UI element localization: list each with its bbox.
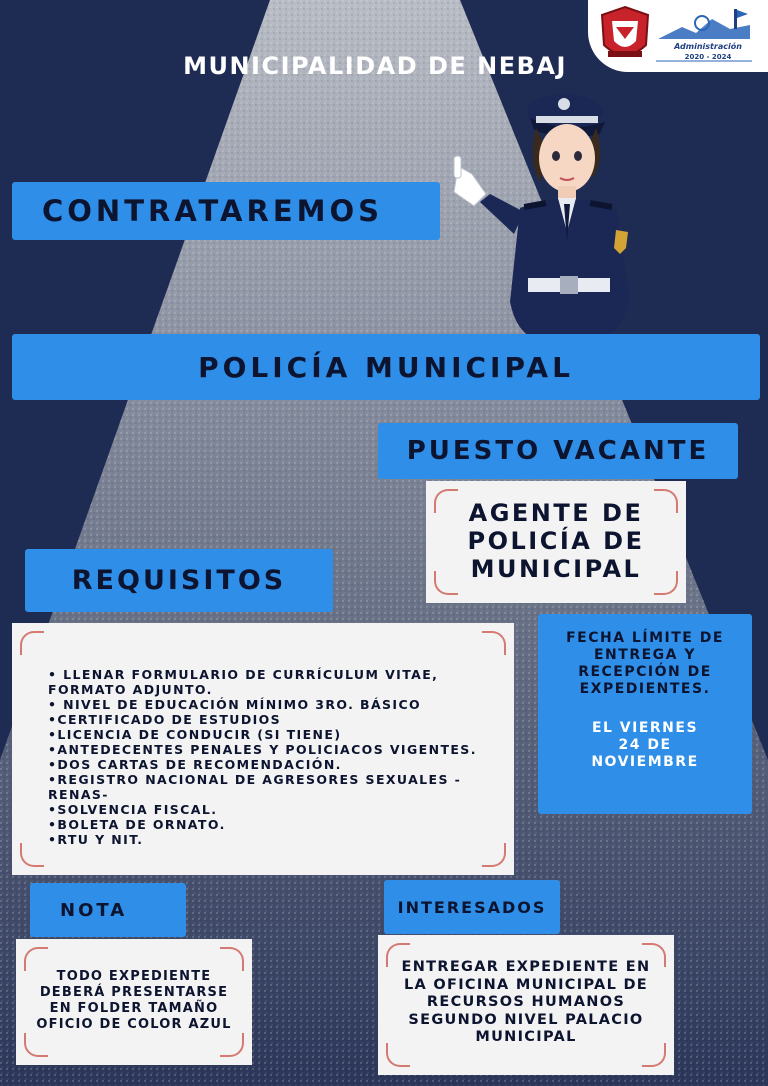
requirement-item: • LLENAR FORMULARIO DE CURRÍCULUM VITAE, FORMATO ADJUNTO. — [48, 667, 439, 697]
requirements-list — [48, 667, 500, 847]
deadline-date: EL VIERNES — [591, 720, 699, 736]
note-line: EN FOLDER TAMAÑO — [49, 1001, 219, 1016]
hire-banner — [12, 182, 440, 240]
vacancy-line: POLICÍA DE — [467, 527, 645, 555]
corner-ornament — [20, 843, 44, 867]
requirement-item: •RTU Y NIT. — [48, 832, 144, 847]
corner-ornament — [24, 1033, 48, 1057]
vacancy-line: MUNICIPAL — [470, 555, 642, 583]
deadline-line: ENTREGA Y — [593, 647, 696, 663]
corner-ornament — [20, 631, 44, 655]
corner-ornament — [386, 943, 410, 967]
note-line: OFICIO DE COLOR AZUL — [36, 1017, 232, 1032]
deadline-line: FECHA LÍMITE DE — [566, 630, 724, 646]
deadline-date: NOVIEMBRE — [591, 754, 699, 770]
requirement-item: •ANTEDECENTES PENALES Y POLICIACOS VIGENTES. — [48, 742, 477, 757]
position-banner-text: POLICÍA MUNICIPAL — [198, 350, 574, 384]
requirement-item: •LICENCIA DE CONDUCIR (SI TIENE) — [48, 727, 342, 742]
corner-ornament — [654, 489, 678, 513]
hire-banner-text: CONTRATAREMOS — [42, 194, 384, 228]
requirement-item: •SOLVENCIA FISCAL. — [48, 802, 218, 817]
corner-ornament — [386, 1043, 410, 1067]
requirements-header — [25, 549, 333, 612]
logo-panel — [588, 0, 768, 72]
corner-ornament — [24, 947, 48, 971]
note-box — [16, 939, 252, 1065]
vacancy-box — [426, 481, 686, 603]
deadline-line: EXPEDIENTES. — [579, 681, 711, 697]
corner-ornament — [220, 1033, 244, 1057]
deadline-date: 24 DE — [618, 737, 672, 753]
corner-ornament — [642, 943, 666, 967]
corner-ornament — [482, 843, 506, 867]
page-title: MUNICIPALIDAD DE NEBAJ — [183, 52, 567, 80]
corner-ornament — [220, 947, 244, 971]
interested-line: ENTREGAR EXPEDIENTE EN — [401, 959, 651, 975]
deadline-line: RECEPCIÓN DE — [578, 664, 712, 680]
interested-line: LA OFICINA MUNICIPAL DE — [404, 976, 648, 993]
interested-header — [384, 880, 560, 934]
requirement-item: • NIVEL DE EDUCACIÓN MÍNIMO 3RO. BÁSICO — [48, 697, 422, 712]
requirement-item: •REGISTRO NACIONAL DE AGRESORES SEXUALES -RENAS- — [48, 772, 462, 802]
interested-line: MUNICIPAL — [475, 1029, 577, 1045]
note-header — [30, 883, 186, 937]
police-officer-illustration — [440, 82, 670, 342]
requirement-item: •CERTIFICADO DE ESTUDIOS — [48, 712, 282, 727]
note-header-text: NOTA — [60, 899, 128, 921]
administration-years: 2020 - 2024 — [684, 53, 732, 61]
requirements-box — [12, 623, 514, 875]
note-line: DEBERÁ PRESENTARSE — [39, 985, 229, 1000]
vacancy-line: AGENTE DE — [468, 499, 644, 527]
corner-ornament — [654, 571, 678, 595]
corner-ornament — [642, 1043, 666, 1067]
corner-ornament — [482, 631, 506, 655]
vacancy-header — [378, 423, 738, 479]
corner-ornament — [434, 489, 458, 513]
interested-line: SEGUNDO NIVEL PALACIO — [408, 1011, 644, 1028]
note-line: TODO EXPEDIENTE — [56, 969, 212, 984]
administration-label: Administración — [674, 42, 742, 51]
interested-box — [378, 935, 674, 1075]
requirement-item: •DOS CARTAS DE RECOMENDACIÓN. — [48, 757, 342, 772]
requirement-item: •BOLETA DE ORNATO. — [48, 817, 226, 832]
requirements-header-text: REQUISITOS — [71, 565, 287, 596]
position-banner — [12, 334, 760, 400]
corner-ornament — [434, 571, 458, 595]
deadline-box — [538, 614, 752, 814]
interested-header-text: INTERESADOS — [397, 897, 547, 917]
interested-line: RECURSOS HUMANOS — [426, 994, 626, 1010]
municipal-crest-icon — [598, 5, 652, 67]
vacancy-header-text: PUESTO VACANTE — [406, 436, 710, 466]
